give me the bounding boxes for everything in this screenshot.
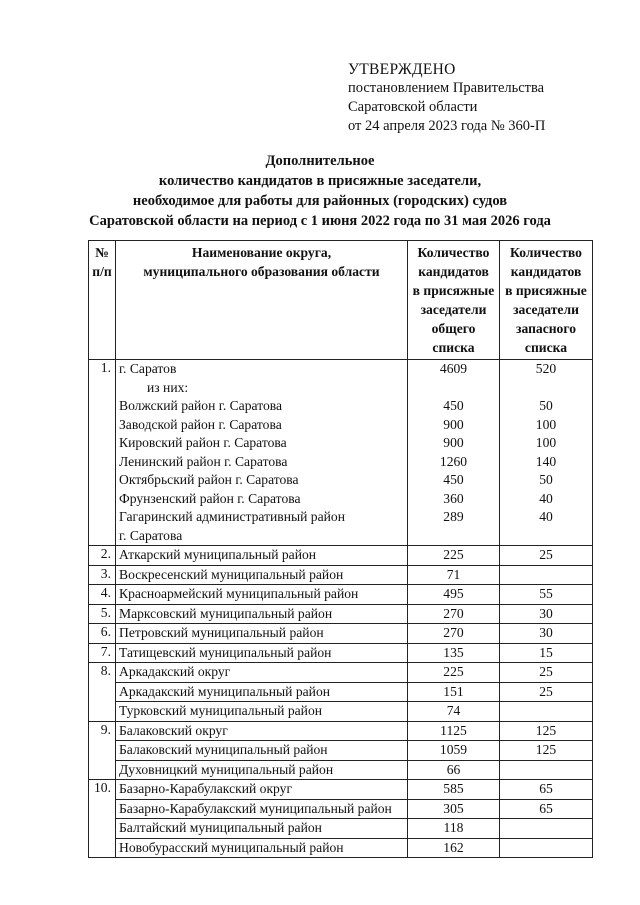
reserve-value [503,566,589,585]
row-general [408,604,500,624]
row-reserve [500,643,593,663]
general-value: 900 [443,416,464,432]
header-line: списка [432,340,475,355]
table-row [89,819,593,839]
reserve-value: 65 [539,781,553,796]
row-number: 6. [89,624,116,644]
table-row [89,624,593,644]
header-line: кандидатов [418,264,489,279]
row-name [116,780,408,800]
name-line: г. Саратова [119,527,183,543]
general-value: 270 [443,605,464,621]
row-reserve [500,702,593,722]
row-name [116,760,408,780]
reserve-value: 125 [535,742,557,757]
reserve-value: 50 [539,398,553,413]
table-row [89,546,593,566]
row-reserve [500,624,593,644]
title-line: количество кандидатов в присяжные заседатели, [158,173,482,189]
name-line: Духовницкий муниципальный район [119,761,334,777]
row-general [408,663,500,683]
row-reserve [500,721,593,741]
row-name [116,565,408,585]
table-row [89,741,593,761]
header-line: Наименование округа, [191,245,332,260]
table-row [89,643,593,663]
row-reserve [500,760,593,780]
general-value: 1059 [439,742,468,757]
general-value: 162 [443,839,464,855]
general-value: 151 [443,683,464,699]
row-reserve [500,360,593,546]
general-value [411,379,496,398]
reserve-value: 25 [539,683,553,699]
name-line: Воскресенский муниципальный район [119,566,344,582]
general-value: 900 [443,435,464,450]
general-value: 495 [443,586,464,601]
general-value: 74 [446,703,461,718]
general-value: 360 [443,490,464,506]
name-line: Аткарский муниципальный район [119,547,317,562]
general-value: 585 [443,781,464,796]
row-general [408,702,500,722]
row-name [116,721,408,741]
row-name [116,643,408,663]
general-value: 66 [446,761,461,777]
table-row [89,663,593,683]
candidates-table [88,240,593,858]
header-line: общего [431,321,476,336]
name-line: Октябрьский район г. Саратова [119,472,299,487]
row-number: 2. [89,546,116,566]
row-name [116,604,408,624]
reserve-value: 30 [539,625,553,640]
row-number: 1. [89,360,116,546]
table-row [89,682,593,702]
row-number: 7. [89,643,116,663]
general-value: 305 [443,800,464,816]
row-reserve [500,741,593,761]
reserve-value: 100 [535,435,557,450]
row-reserve [500,565,593,585]
reserve-value [503,761,589,780]
row-reserve [500,780,593,800]
general-value [411,527,496,546]
reserve-value: 100 [535,416,557,432]
header-line: заседатели [420,302,487,317]
row-name [116,585,408,605]
row-general [408,819,500,839]
table-row [89,702,593,722]
header-line: запасного [515,321,576,336]
title-line: Дополнительное [265,153,375,169]
name-line: Гагаринский административный район [119,509,345,524]
approval-line: Саратовской области [348,99,478,115]
name-line: Аркадакский муниципальный район [119,683,331,699]
header-line: заседатели [513,302,579,317]
reserve-value [503,527,589,546]
general-value: 135 [443,644,464,660]
header-line: в присяжные [412,283,495,298]
reserve-value [503,702,589,721]
row-number: 5. [89,604,116,624]
name-line: Базарно-Карабулакский округ [119,781,293,796]
row-name [116,819,408,839]
table-row [89,780,593,800]
row-general [408,682,500,702]
row-general [408,838,500,858]
row-reserve [500,546,593,566]
name-line: г. Саратов [119,361,177,376]
reserve-value: 25 [539,664,553,679]
title-line: Саратовской области на период с 1 июня 2022 года по 31 мая 2026 года [89,213,551,229]
reserve-value: 15 [539,644,553,660]
name-line: Аркадакский округ [119,664,231,679]
reserve-value: 125 [535,722,557,738]
row-reserve [500,838,593,858]
row-number: 4. [89,585,116,605]
reserve-value [503,379,589,398]
table-row [89,721,593,741]
reserve-value: 520 [535,361,557,376]
table-header-row [89,241,593,360]
row-general [408,721,500,741]
approval-line: от 24 апреля 2023 года № 360-П [348,118,546,134]
title-line: необходимое для работы для районных (городских) судов [132,193,508,209]
table-body [89,360,593,858]
row-general [408,643,500,663]
name-line: Волжский район г. Саратова [119,398,283,413]
name-line: Кировский район г. Саратова [119,435,287,450]
general-value: 71 [446,566,461,582]
header-num [89,241,116,360]
name-line: Красноармейский муниципальный район [119,586,359,601]
reserve-value: 40 [539,509,553,524]
row-reserve [500,604,593,624]
document-title [0,151,640,231]
general-value: 1260 [439,453,468,469]
row-name [116,546,408,566]
general-value: 118 [443,820,464,835]
table-row [89,838,593,858]
header-line: Количество [417,245,490,260]
general-value: 289 [443,509,464,524]
approval-line: постановлением Правительства [348,80,545,96]
row-general [408,799,500,819]
row-name [116,663,408,683]
reserve-value: 140 [535,453,557,469]
name-line: Балаковский округ [119,722,228,738]
name-line: из них: [147,379,189,395]
row-name [116,682,408,702]
header-line: в присяжные [505,283,587,298]
reserve-value: 25 [539,547,553,562]
name-line: Турковский муниципальный район [119,703,323,718]
row-general [408,741,500,761]
table-row [89,604,593,624]
table-row [89,799,593,819]
name-line: Новобурасский муниципальный район [119,839,344,855]
general-value: 450 [443,398,464,413]
row-reserve [500,799,593,819]
approval-heading: УТВЕРЖДЕНО [348,61,456,78]
row-name [116,838,408,858]
header-line: п/п [92,264,112,279]
reserve-value: 40 [539,490,553,506]
general-value: 1125 [440,722,467,738]
header-line: списка [524,340,568,355]
name-line: Петровский муниципальный район [119,625,324,640]
name-line: Ленинский район г. Саратова [119,453,288,469]
table-row [89,585,593,605]
row-general [408,780,500,800]
row-number: 10. [89,780,116,858]
header-name [116,241,408,360]
row-reserve [500,819,593,839]
row-general [408,546,500,566]
name-line: Балаковский муниципальный район [119,742,328,757]
row-general [408,565,500,585]
row-reserve [500,682,593,702]
header-line: муниципального образования области [143,264,380,279]
row-general [408,624,500,644]
row-general [408,585,500,605]
table-row [89,565,593,585]
reserve-value: 50 [539,472,553,487]
row-name [116,702,408,722]
approval-block [348,60,545,136]
header-general [408,241,500,360]
reserve-value [503,839,589,858]
row-name [116,799,408,819]
table-row [89,360,593,546]
name-line: Марксовский муниципальный район [119,605,333,621]
row-reserve [500,663,593,683]
reserve-value: 30 [539,605,553,621]
reserve-value: 55 [539,586,553,601]
name-line: Заводской район г. Саратова [119,416,282,432]
general-value: 225 [443,664,464,679]
reserve-value [503,819,589,838]
general-value: 270 [443,625,464,640]
name-line: Балтайский муниципальный район [119,820,322,835]
header-line: № [95,245,109,260]
header-reserve [500,241,593,360]
name-line: Базарно-Карабулакский муниципальный район [119,800,392,816]
row-general [408,760,500,780]
row-name [116,360,408,546]
row-name [116,741,408,761]
row-name [116,624,408,644]
row-number: 9. [89,721,116,780]
row-general [408,360,500,546]
header-line: Количество [510,245,582,260]
name-line: Татищевский муниципальный район [119,644,332,660]
name-line: Фрунзенский район г. Саратова [119,490,301,506]
row-number: 3. [89,565,116,585]
reserve-value: 65 [539,800,553,816]
general-value: 450 [443,472,464,487]
row-number: 8. [89,663,116,722]
general-value: 4609 [439,361,468,376]
row-reserve [500,585,593,605]
header-line: кандидатов [510,264,582,279]
table-row [89,760,593,780]
general-value: 225 [443,547,464,562]
